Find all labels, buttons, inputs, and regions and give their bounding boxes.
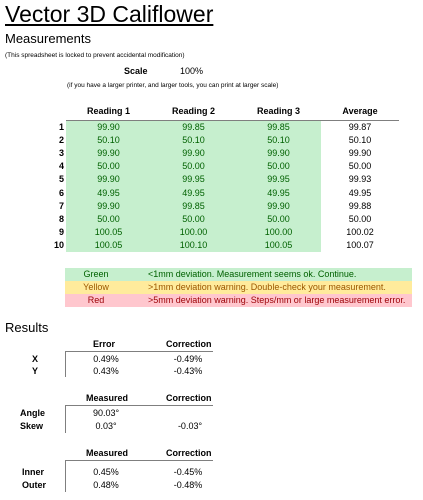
legend-red [65, 294, 412, 307]
reading-1-cell[interactable]: 50.00 [66, 160, 151, 173]
reading-row [52, 226, 399, 239]
reading-2-cell[interactable]: 50.10 [151, 133, 236, 146]
locked-note: (This spreadsheet is locked to prevent accidental modification) [5, 52, 185, 59]
skew-measured-value[interactable]: 0.03° [95, 421, 117, 431]
reading-3-cell[interactable]: 99.90 [236, 199, 321, 212]
skew-label: Skew [20, 421, 44, 431]
results-heading: Results [5, 320, 49, 335]
angle-vertical-rule [65, 405, 66, 433]
reading-row [52, 160, 399, 173]
y-error-value[interactable]: 0.43% [93, 366, 119, 376]
reading-row [52, 146, 399, 159]
average-cell: 50.00 [348, 161, 372, 172]
reading-3-cell[interactable]: 100.05 [236, 239, 321, 252]
reading-3-cell[interactable]: 99.90 [236, 146, 321, 159]
average-cell: 100.07 [346, 240, 374, 251]
reading-2-cell[interactable]: 99.85 [151, 120, 236, 133]
reading-3-cell[interactable]: 99.85 [236, 120, 321, 133]
angle-measured-value[interactable]: 90.03° [92, 408, 120, 418]
reading-row [52, 133, 399, 146]
row-number: 5 [58, 174, 64, 185]
xy-divider [65, 351, 213, 352]
row-number: 10 [53, 240, 64, 251]
error-header: Error [93, 339, 116, 349]
reading-1-cell[interactable]: 99.90 [66, 173, 151, 186]
correction-header-xy: Correction [166, 339, 212, 349]
row-number-header [52, 102, 66, 120]
row-number: 9 [58, 227, 64, 238]
average-cell: 50.00 [348, 213, 372, 224]
reading-2-cell[interactable]: 99.95 [151, 173, 236, 186]
legend-red-name: Red [87, 295, 105, 305]
x-correction-value[interactable]: -0.49% [173, 354, 203, 364]
legend-yellow [65, 281, 412, 294]
reading-1-cell[interactable]: 99.90 [66, 146, 151, 159]
y-correction-value[interactable]: -0.43% [173, 366, 203, 376]
reading-2-cell[interactable]: 50.00 [151, 212, 236, 225]
legend-red-desc: >5mm deviation warning. Steps/mm or large measurement error. [148, 295, 406, 305]
average-cell: 99.88 [348, 200, 372, 211]
reading-1-cell[interactable]: 99.90 [66, 120, 151, 133]
legend-yellow-name: Yellow [83, 282, 109, 292]
inner-label: Inner [22, 467, 45, 477]
x-error-value[interactable]: 0.49% [93, 354, 119, 364]
reading-row [52, 239, 399, 252]
row-number: 1 [58, 121, 64, 132]
average-cell: 49.95 [348, 187, 372, 198]
reading-3-header: Reading 3 [236, 102, 321, 120]
legend-green-desc: <1mm deviation. Measurement seems ok. Continue. [148, 269, 357, 279]
reading-1-cell[interactable]: 49.95 [66, 186, 151, 199]
reading-row [52, 199, 399, 212]
inner-measured-value[interactable]: 0.45% [93, 467, 119, 477]
scale-value-cell[interactable]: 100% [180, 66, 204, 76]
average-header: Average [321, 102, 399, 120]
reading-1-cell[interactable]: 99.90 [66, 199, 151, 212]
reading-2-cell[interactable]: 100.10 [151, 239, 236, 252]
reading-row [52, 186, 399, 199]
correction-header-angle: Correction [166, 393, 212, 403]
average-cell: 99.87 [348, 121, 372, 132]
row-number: 8 [58, 213, 64, 224]
readings-table [52, 102, 399, 252]
row-number: 4 [58, 161, 64, 172]
angle-divider [65, 405, 213, 406]
io-divider [65, 460, 213, 461]
reading-2-cell[interactable]: 50.00 [151, 160, 236, 173]
average-cell: 50.10 [348, 134, 372, 145]
inner-correction-value[interactable]: -0.45% [173, 467, 203, 477]
correction-header-io: Correction [166, 448, 212, 458]
reading-3-cell[interactable]: 50.00 [236, 160, 321, 173]
outer-measured-value[interactable]: 0.48% [93, 480, 119, 490]
reading-3-cell[interactable]: 50.10 [236, 133, 321, 146]
reading-2-cell[interactable]: 99.90 [151, 146, 236, 159]
reading-1-cell[interactable]: 100.05 [66, 226, 151, 239]
reading-1-header: Reading 1 [66, 102, 151, 120]
reading-3-cell[interactable]: 49.95 [236, 186, 321, 199]
measurements-heading: Measurements [5, 31, 91, 46]
reading-row [52, 212, 399, 225]
reading-row [52, 120, 399, 133]
io-vertical-rule [65, 460, 66, 492]
row-number: 2 [58, 134, 64, 145]
reading-2-cell[interactable]: 100.00 [151, 226, 236, 239]
angle-label: Angle [20, 408, 46, 418]
reading-3-cell[interactable]: 100.00 [236, 226, 321, 239]
outer-correction-value[interactable]: -0.48% [173, 480, 203, 490]
reading-2-cell[interactable]: 49.95 [151, 186, 236, 199]
outer-label: Outer [22, 480, 47, 490]
reading-1-cell[interactable]: 50.10 [66, 133, 151, 146]
reading-2-cell[interactable]: 99.85 [151, 199, 236, 212]
average-cell: 99.90 [348, 147, 372, 158]
xy-vertical-rule [65, 351, 66, 377]
scale-hint: (if you have a larger printer, and larger tools, you can print at larger scale) [67, 82, 279, 89]
legend-yellow-desc: >1mm deviation warning. Double-check your measurement. [148, 282, 386, 292]
row-number: 6 [58, 187, 64, 198]
reading-2-header: Reading 2 [151, 102, 236, 120]
reading-1-cell[interactable]: 100.05 [66, 239, 151, 252]
y-label: Y [32, 366, 39, 376]
row-number: 7 [58, 200, 64, 211]
row-number: 3 [58, 147, 64, 158]
measured-header-angle: Measured [86, 393, 129, 403]
x-label: X [32, 354, 39, 364]
average-cell: 99.93 [348, 174, 372, 185]
average-cell: 100.02 [346, 227, 374, 238]
reading-1-cell[interactable]: 50.00 [66, 212, 151, 225]
sheet-title: Vector 3D Califlower [5, 1, 214, 27]
skew-correction-value[interactable]: -0.03° [177, 421, 203, 431]
legend-green-name: Green [83, 269, 109, 279]
legend-green [65, 268, 412, 281]
reading-row [52, 173, 399, 186]
scale-label: Scale [124, 66, 148, 76]
reading-3-cell[interactable]: 99.95 [236, 173, 321, 186]
measured-header-io: Measured [86, 448, 129, 458]
reading-3-cell[interactable]: 50.00 [236, 212, 321, 225]
